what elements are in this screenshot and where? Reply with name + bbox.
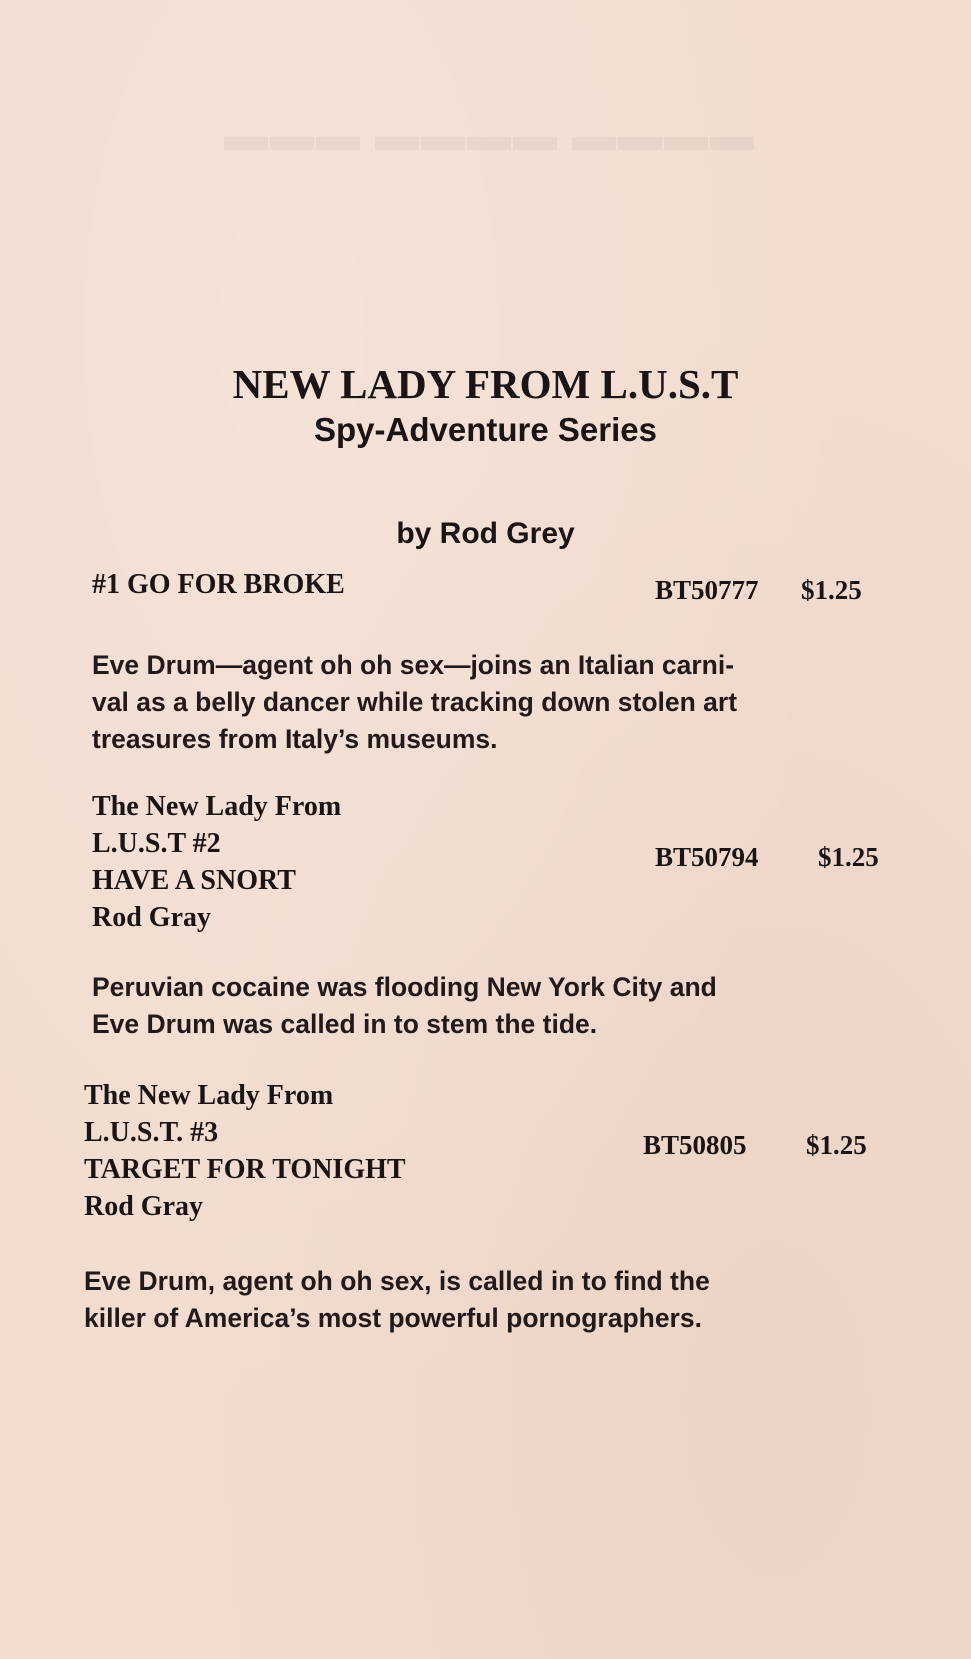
- book-2-code: BT50794: [655, 842, 759, 872]
- description-line: killer of America’s most powerful pornographers.: [84, 1303, 702, 1333]
- book-3-price: $1.25: [806, 1130, 867, 1160]
- book-1-heading: [92, 566, 345, 603]
- book-3-number: L.U.S.T. #3: [84, 1117, 219, 1148]
- book-3-title: TARGET FOR TONIGHT: [84, 1154, 406, 1185]
- book-2-price: $1.25: [818, 842, 879, 872]
- book-1-price: $1.25: [801, 575, 862, 605]
- series-author: by Rod Grey: [396, 517, 575, 550]
- description-line: Peruvian cocaine was flooding New York City and: [92, 972, 717, 1002]
- book-2-heading: [92, 788, 341, 936]
- book-2-title: HAVE A SNORT: [92, 865, 296, 896]
- description-line: val as a belly dancer while tracking down stolen art: [92, 687, 738, 717]
- book-3-code: BT50805: [643, 1130, 747, 1160]
- show-through-text: ▬▬▬ ▬▬▬▬ ▬▬▬▬: [224, 111, 756, 160]
- description-line: Eve Drum was called in to stem the tide.: [92, 1009, 598, 1039]
- book-3-heading: [84, 1077, 406, 1225]
- series-subtitle: Spy-Adventure Series: [314, 411, 657, 448]
- book-3-series-line: The New Lady From: [84, 1080, 334, 1111]
- book-2-number: L.U.S.T #2: [92, 828, 221, 859]
- description-line: treasures from Italy’s museums.: [92, 724, 498, 754]
- book-2-description: [92, 969, 892, 1043]
- book-1-title: #1 GO FOR BROKE: [92, 569, 345, 600]
- book-2-series-line: The New Lady From: [92, 791, 342, 822]
- series-title: NEW LADY FROM L.U.S.T: [232, 361, 739, 407]
- description-line: Eve Drum—agent oh oh sex—joins an Italian carni-: [92, 650, 735, 680]
- book-1-code: BT50777: [655, 575, 759, 605]
- book-2-author: Rod Gray: [92, 902, 211, 933]
- description-line: Eve Drum, agent oh oh sex, is called in to find the: [84, 1266, 710, 1296]
- book-3-author: Rod Gray: [84, 1191, 203, 1222]
- book-1-description: [92, 647, 892, 758]
- book-3-description: [84, 1263, 884, 1337]
